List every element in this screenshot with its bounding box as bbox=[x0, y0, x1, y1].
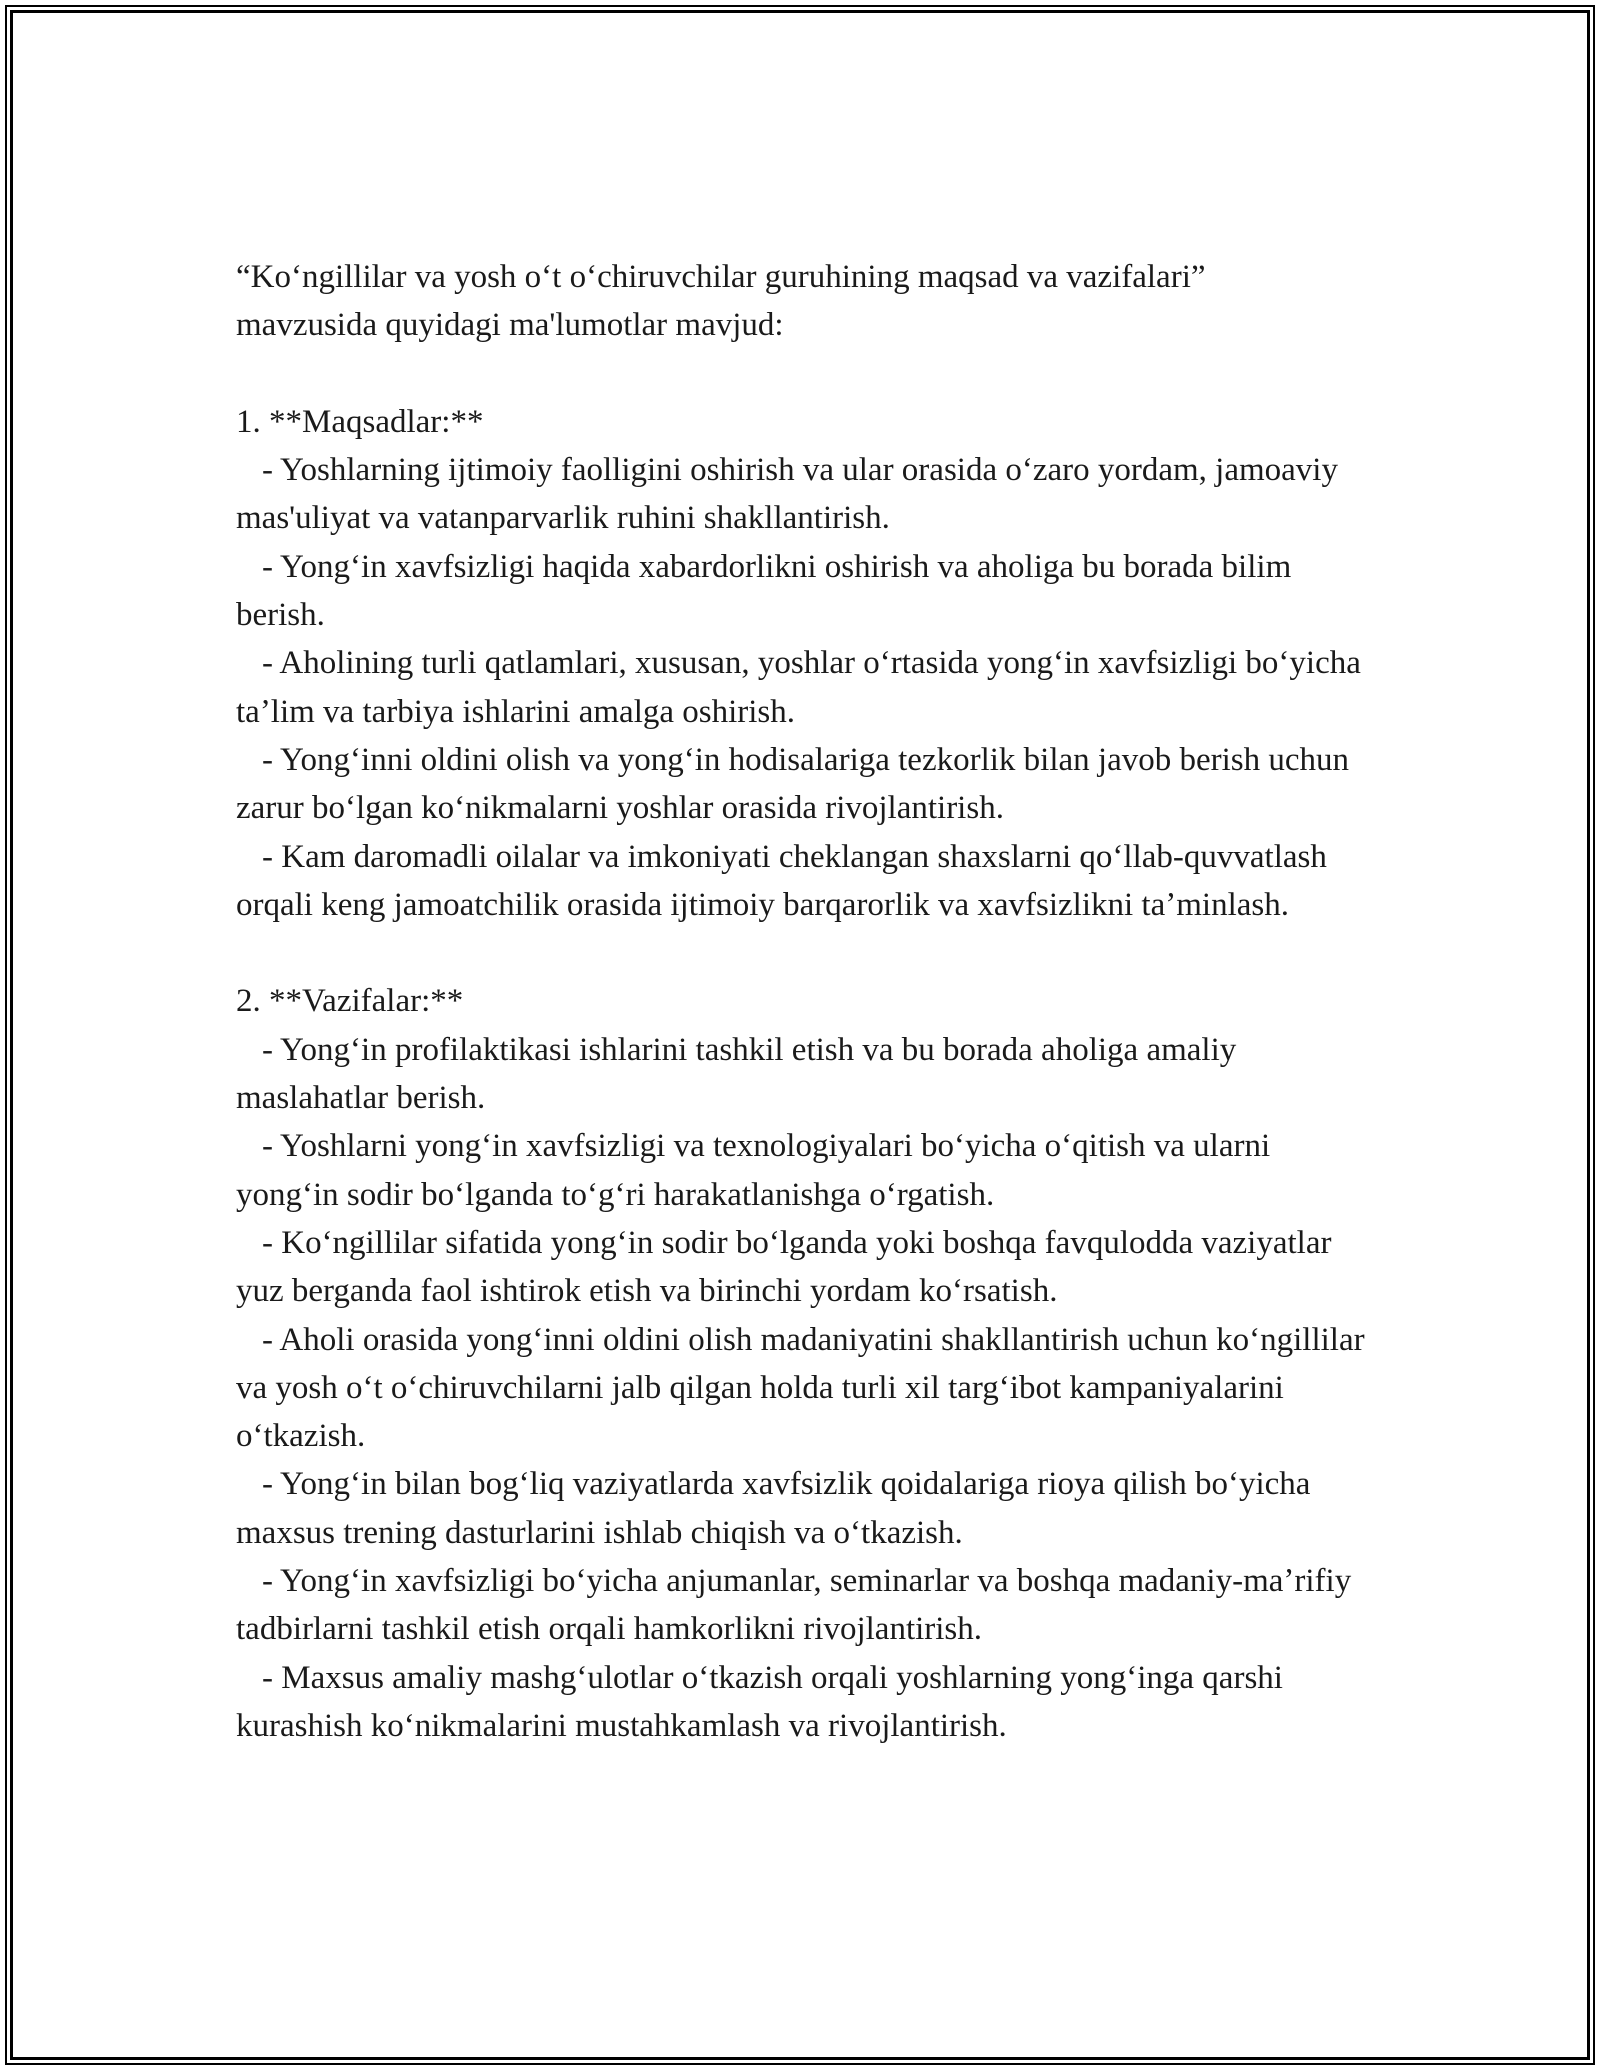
list-item: - Kam daromadli oilalar va imkoniyati cheklangan shaxslarni qoʻllab-quvvatlash orqali keng jamoatchilik orasida ijtimoiy barqarorlik va xavfsizlikni taʼminlash. bbox=[236, 838, 1327, 923]
list-item: - Yongʻin xavfsizligi boʻyicha anjumanlar, seminarlar va boshqa madaniy-maʼrifiy tadbirlarni tashkil etish orqali hamkorlikni rivojlantirish. bbox=[236, 1563, 1352, 1648]
list-item: - Yoshlarni yongʻin xavfsizligi va texnologiyalari boʻyicha oʻqitish va ularni yongʻin sodir boʻlganda toʻgʻri harakatlanishga oʻrgatish. bbox=[236, 1128, 1271, 1213]
list-item: - Koʻngillilar sifatida yongʻin sodir boʻlganda yoki boshqa favqulodda vaziyatlar yuz berganda faol ishtirok etish va birinchi yordam koʻrsatish. bbox=[236, 1224, 1332, 1310]
list-item: - Yongʻin profilaktikasi ishlarini tashkil etish va bu borada aholiga amaliy maslahatlar berish. bbox=[236, 1031, 1237, 1117]
list-item: - Yongʻinni oldini olish va yongʻin hodisalariga tezkorlik bilan javob berish uchun zarur boʻlgan koʻnikmalarni yoshlar orasida rivojlantirish. bbox=[236, 741, 1350, 827]
list-item: - Yongʻin bilan bogʻliq vaziyatlarda xavfsizlik qoidalariga rioya qilish boʻyicha maxsus trening dasturlarini ishlab chiqish va oʻtkazish. bbox=[236, 1466, 1311, 1551]
spacer bbox=[236, 350, 1376, 398]
list-item: - Yongʻin xavfsizligi haqida xabardorlikni oshirish va aholiga bu borada bilim berish. bbox=[236, 548, 1292, 634]
section-heading-vazifalar: 2. **Vazifalar:** bbox=[236, 983, 464, 1020]
list-item: - Aholi orasida yongʻinni oldini olish madaniyatini shakllantirish uchun koʻngillilar va yosh oʻt oʻchiruvchilarni jalb qilgan holda turli xil targʻibot kampaniyalarini oʻtkazish. bbox=[236, 1321, 1365, 1455]
list-item: - Maxsus amaliy mashgʻulotlar oʻtkazish orqali yoshlarning yongʻinga qarshi kurashish koʻnikmalarini mustahkamlash va rivojlantirish. bbox=[236, 1659, 1283, 1744]
section-heading-maqsadlar: 1. **Maqsadlar:** bbox=[236, 403, 484, 440]
intro-line-2: mavzusida quyidagi ma'lumotlar mavjud: bbox=[236, 307, 784, 344]
list-item: - Aholining turli qatlamlari, xususan, yoshlar oʻrtasida yongʻin xavfsizligi boʻyicha taʼlim va tarbiya ishlarini amalga oshirish. bbox=[236, 645, 1361, 730]
document-body bbox=[236, 253, 1376, 1750]
intro-line-1: “Koʻngillilar va yosh oʻt oʻchiruvchilar guruhining maqsad va vazifalari” bbox=[236, 259, 1206, 295]
spacer bbox=[236, 929, 1376, 977]
list-item: - Yoshlarning ijtimoiy faolligini oshirish va ular orasida oʻzaro yordam, jamoaviy mas'uliyat va vatanparvarlik ruhini shakllantirish. bbox=[236, 452, 1338, 537]
